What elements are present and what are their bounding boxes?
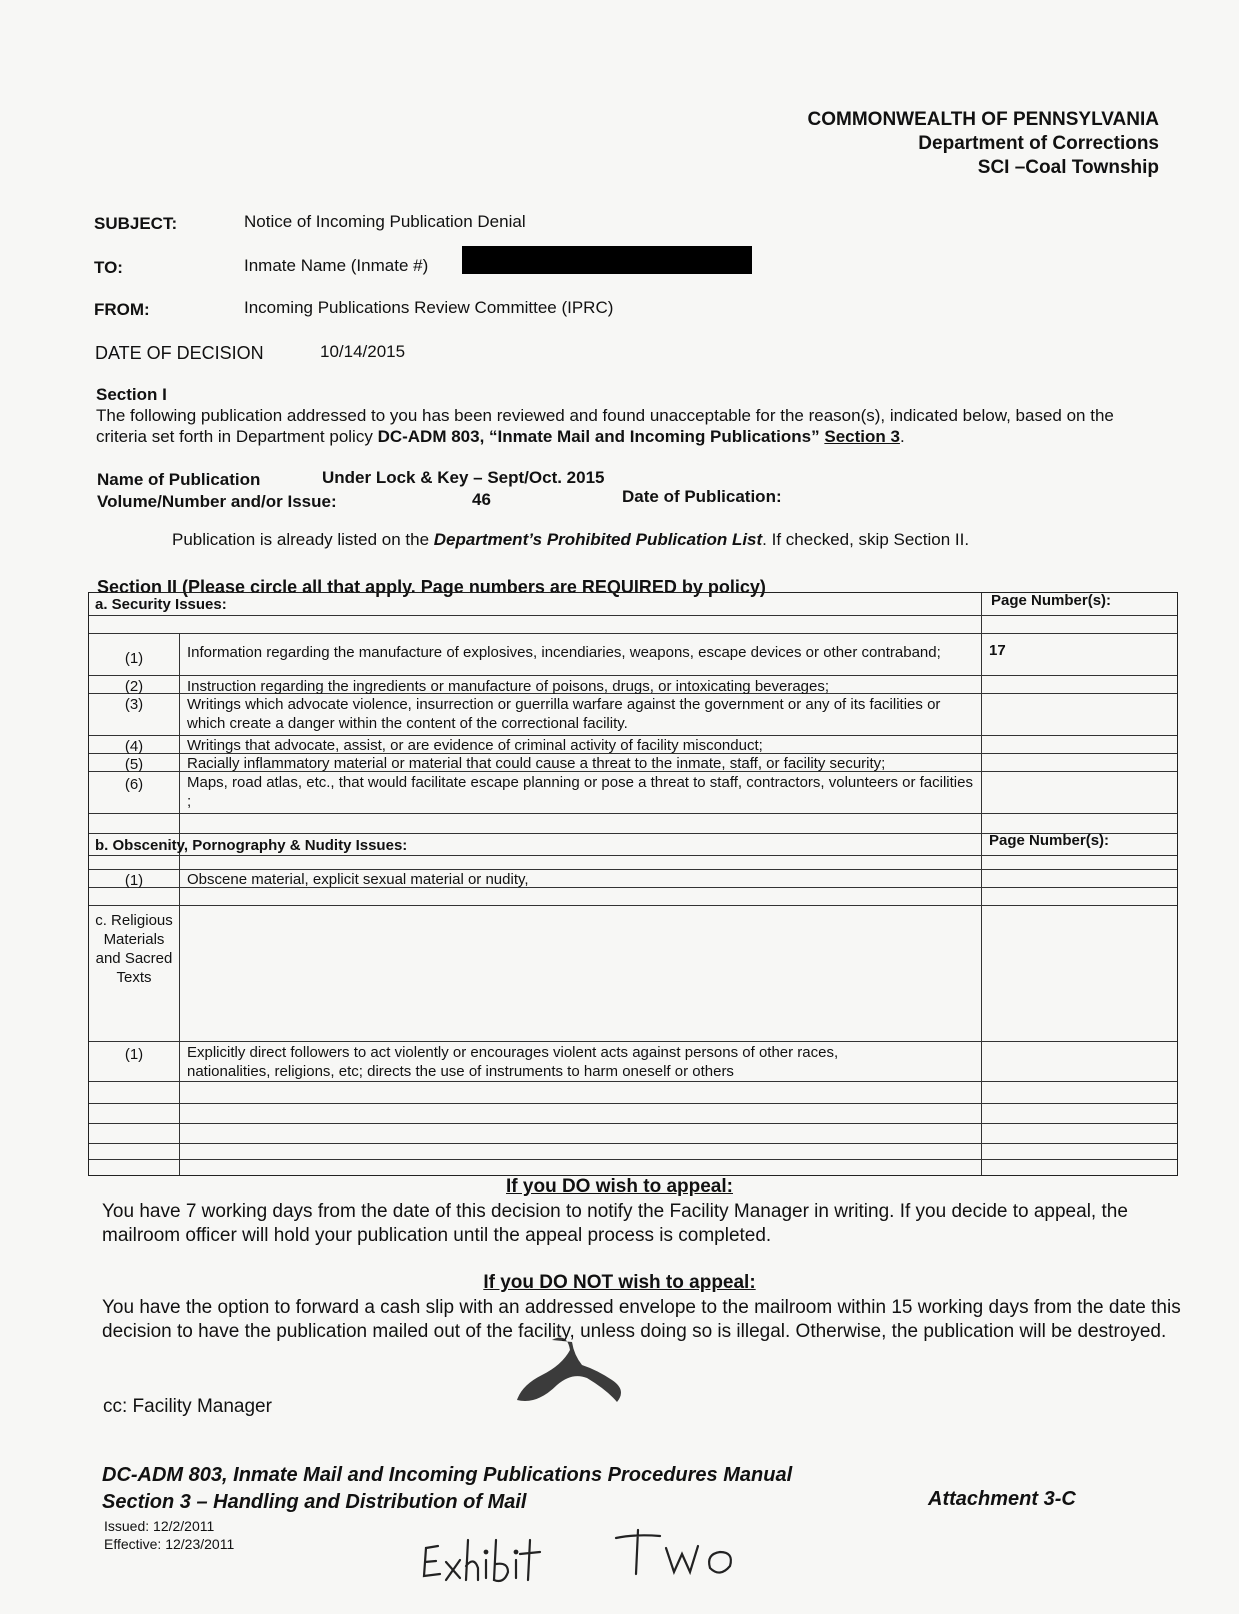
- row-line: [89, 1123, 1177, 1124]
- from-value: Incoming Publications Review Committee (IPRC): [244, 298, 614, 317]
- date-of-decision-label: DATE OF DECISION: [95, 343, 264, 363]
- prohibited-text-c: . If checked, skip Section II.: [762, 530, 970, 549]
- prohibited-text-a: Publication is already listed on the: [172, 530, 434, 549]
- prohibited-list-line: [172, 530, 969, 550]
- appeal-yes-title: If you DO wish to appeal:: [506, 1176, 733, 1197]
- security-row-6-number: (6): [124, 776, 144, 793]
- footer-title: [102, 1462, 792, 1516]
- effective-date: Effective: 12/23/2011: [104, 1536, 235, 1552]
- publication-name-label: Name of Publication: [97, 470, 261, 489]
- section-1-text-a: The following publication addressed to you has been reviewed and found unacceptable for the reason(s), indicated below, based on the criteria set forth in Department policy: [96, 406, 1114, 446]
- volume-value: 46: [472, 490, 491, 509]
- letterhead-line-2: Department of Corrections: [918, 133, 1159, 154]
- volume-label: Volume/Number and/or Issue:: [97, 492, 337, 511]
- section-1: [96, 384, 1136, 447]
- obscenity-issues-label: b. Obscenity, Pornography & Nudity Issues:: [95, 837, 408, 854]
- column-divider-num: [179, 633, 180, 1175]
- security-row-2-number: (2): [124, 678, 144, 695]
- section-1-title: Section I: [96, 385, 167, 404]
- section-1-text-d: .: [899, 427, 905, 446]
- ink-smudge: [512, 1330, 632, 1410]
- page-numbers-header: Page Number(s):: [991, 592, 1112, 609]
- row-line: [89, 675, 1177, 676]
- row-line: [89, 1041, 1177, 1042]
- section-2-title: Section II (Please circle all that apply. Page numbers are REQUIRED by policy): [97, 577, 766, 597]
- to-value: Inmate Name (Inmate #): [244, 256, 429, 275]
- row-line: [89, 813, 1177, 814]
- security-row-1-page: 17: [989, 642, 1006, 659]
- footer-line-1: DC-ADM 803, Inmate Mail and Incoming Publications Procedures Manual: [102, 1464, 793, 1486]
- row-line: [89, 905, 1177, 906]
- row-line: [89, 855, 1177, 856]
- security-row-1-number: (1): [124, 650, 144, 667]
- publication-date-label: Date of Publication:: [622, 487, 782, 506]
- section-2-table: [88, 592, 1178, 1176]
- handwritten-exhibit-note: [420, 1524, 760, 1604]
- footer-line-2: Section 3 – Handling and Distribution of Mail: [102, 1491, 527, 1513]
- publication-name-value: Under Lock & Key – Sept/Oct. 2015: [322, 468, 605, 487]
- row-line: [89, 1159, 1177, 1160]
- row-line: [89, 615, 1177, 616]
- section-1-text: [96, 405, 1136, 447]
- security-row-6-text: Maps, road atlas, etc., that would facilitate escape planning or pose a threat to staff, contractors, volunteers or facilities ;: [187, 774, 973, 810]
- letterhead-line-1: COMMONWEALTH OF PENNSYLVANIA: [807, 109, 1159, 130]
- section-3-reference: Section 3: [824, 427, 900, 446]
- row-line: [89, 1103, 1177, 1104]
- to-label: TO:: [94, 258, 123, 277]
- obscenity-page-numbers-header: Page Number(s):: [989, 832, 1110, 849]
- security-row-3-text: Writings which advocate violence, insurrection or guerrilla warfare against the government or any of its facilities or which create a danger within the content of the correctional facility.: [187, 696, 941, 732]
- row-line: [89, 633, 1177, 634]
- security-issues-label: a. Security Issues:: [95, 596, 227, 613]
- security-row-5-number: (5): [124, 756, 144, 773]
- religious-row-1-number: (1): [124, 1046, 144, 1063]
- security-row-4-number: (4): [124, 738, 144, 755]
- column-divider-page: [981, 593, 982, 1175]
- appeal-no-title: If you DO NOT wish to appeal:: [483, 1272, 756, 1293]
- security-row-1-text: Information regarding the manufacture of explosives, incendiaries, weapons, escape devices or other contraband;: [187, 644, 941, 661]
- appeal-yes-text: You have 7 working days from the date of this decision to notify the Facility Manager in writing. If you decide to appeal, the mailroom officer will hold your publication until the appeal process is completed.: [102, 1201, 1128, 1246]
- subject-label: SUBJECT:: [94, 214, 178, 233]
- obscenity-row-1-text: Obscene material, explicit sexual material or nudity,: [187, 871, 529, 888]
- redaction-bar: [462, 246, 752, 274]
- obscenity-row-1-number: (1): [124, 872, 144, 889]
- policy-reference: DC-ADM 803, “Inmate Mail and Incoming Publications”: [377, 427, 820, 446]
- religious-row-1-text: Explicitly direct followers to act violently or encourages violent acts against persons of other races, nationalities, religions, etc; directs the use of instruments to harm oneself or others: [187, 1044, 839, 1080]
- subject-value: Notice of Incoming Publication Denial: [244, 212, 526, 231]
- cc-line: cc: Facility Manager: [103, 1396, 272, 1417]
- attachment-label: Attachment 3-C: [928, 1488, 1076, 1510]
- appeal-no-text: You have the option to forward a cash slip with an addressed envelope to the mailroom within 15 working days from the date this decision to have the publication mailed out of the facility, unless doing so is illegal. Otherwise, the publication will be destroyed.: [102, 1297, 1181, 1342]
- row-line: [89, 1081, 1177, 1082]
- security-row-5-text: Racially inflammatory material or material that could cause a threat to the inmate, staff, or facility security;: [187, 755, 886, 772]
- prohibited-list-name: Department’s Prohibited Publication List: [433, 530, 763, 549]
- letterhead: [808, 108, 1159, 180]
- date-of-decision-value: 10/14/2015: [320, 342, 406, 361]
- security-row-4-text: Writings that advocate, assist, or are evidence of criminal activity of facility misconduct;: [187, 737, 763, 754]
- row-line: [89, 1143, 1177, 1144]
- letterhead-line-3: SCI –Coal Township: [977, 157, 1159, 178]
- from-label: FROM:: [94, 300, 150, 319]
- security-row-2-text: Instruction regarding the ingredients or manufacture of poisons, drugs, or intoxicating beverages;: [187, 678, 830, 695]
- security-row-3-number: (3): [124, 696, 144, 713]
- religious-materials-label: c. Religious Materials and Sacred Texts: [95, 912, 173, 986]
- issued-date: Issued: 12/2/2011: [104, 1518, 215, 1534]
